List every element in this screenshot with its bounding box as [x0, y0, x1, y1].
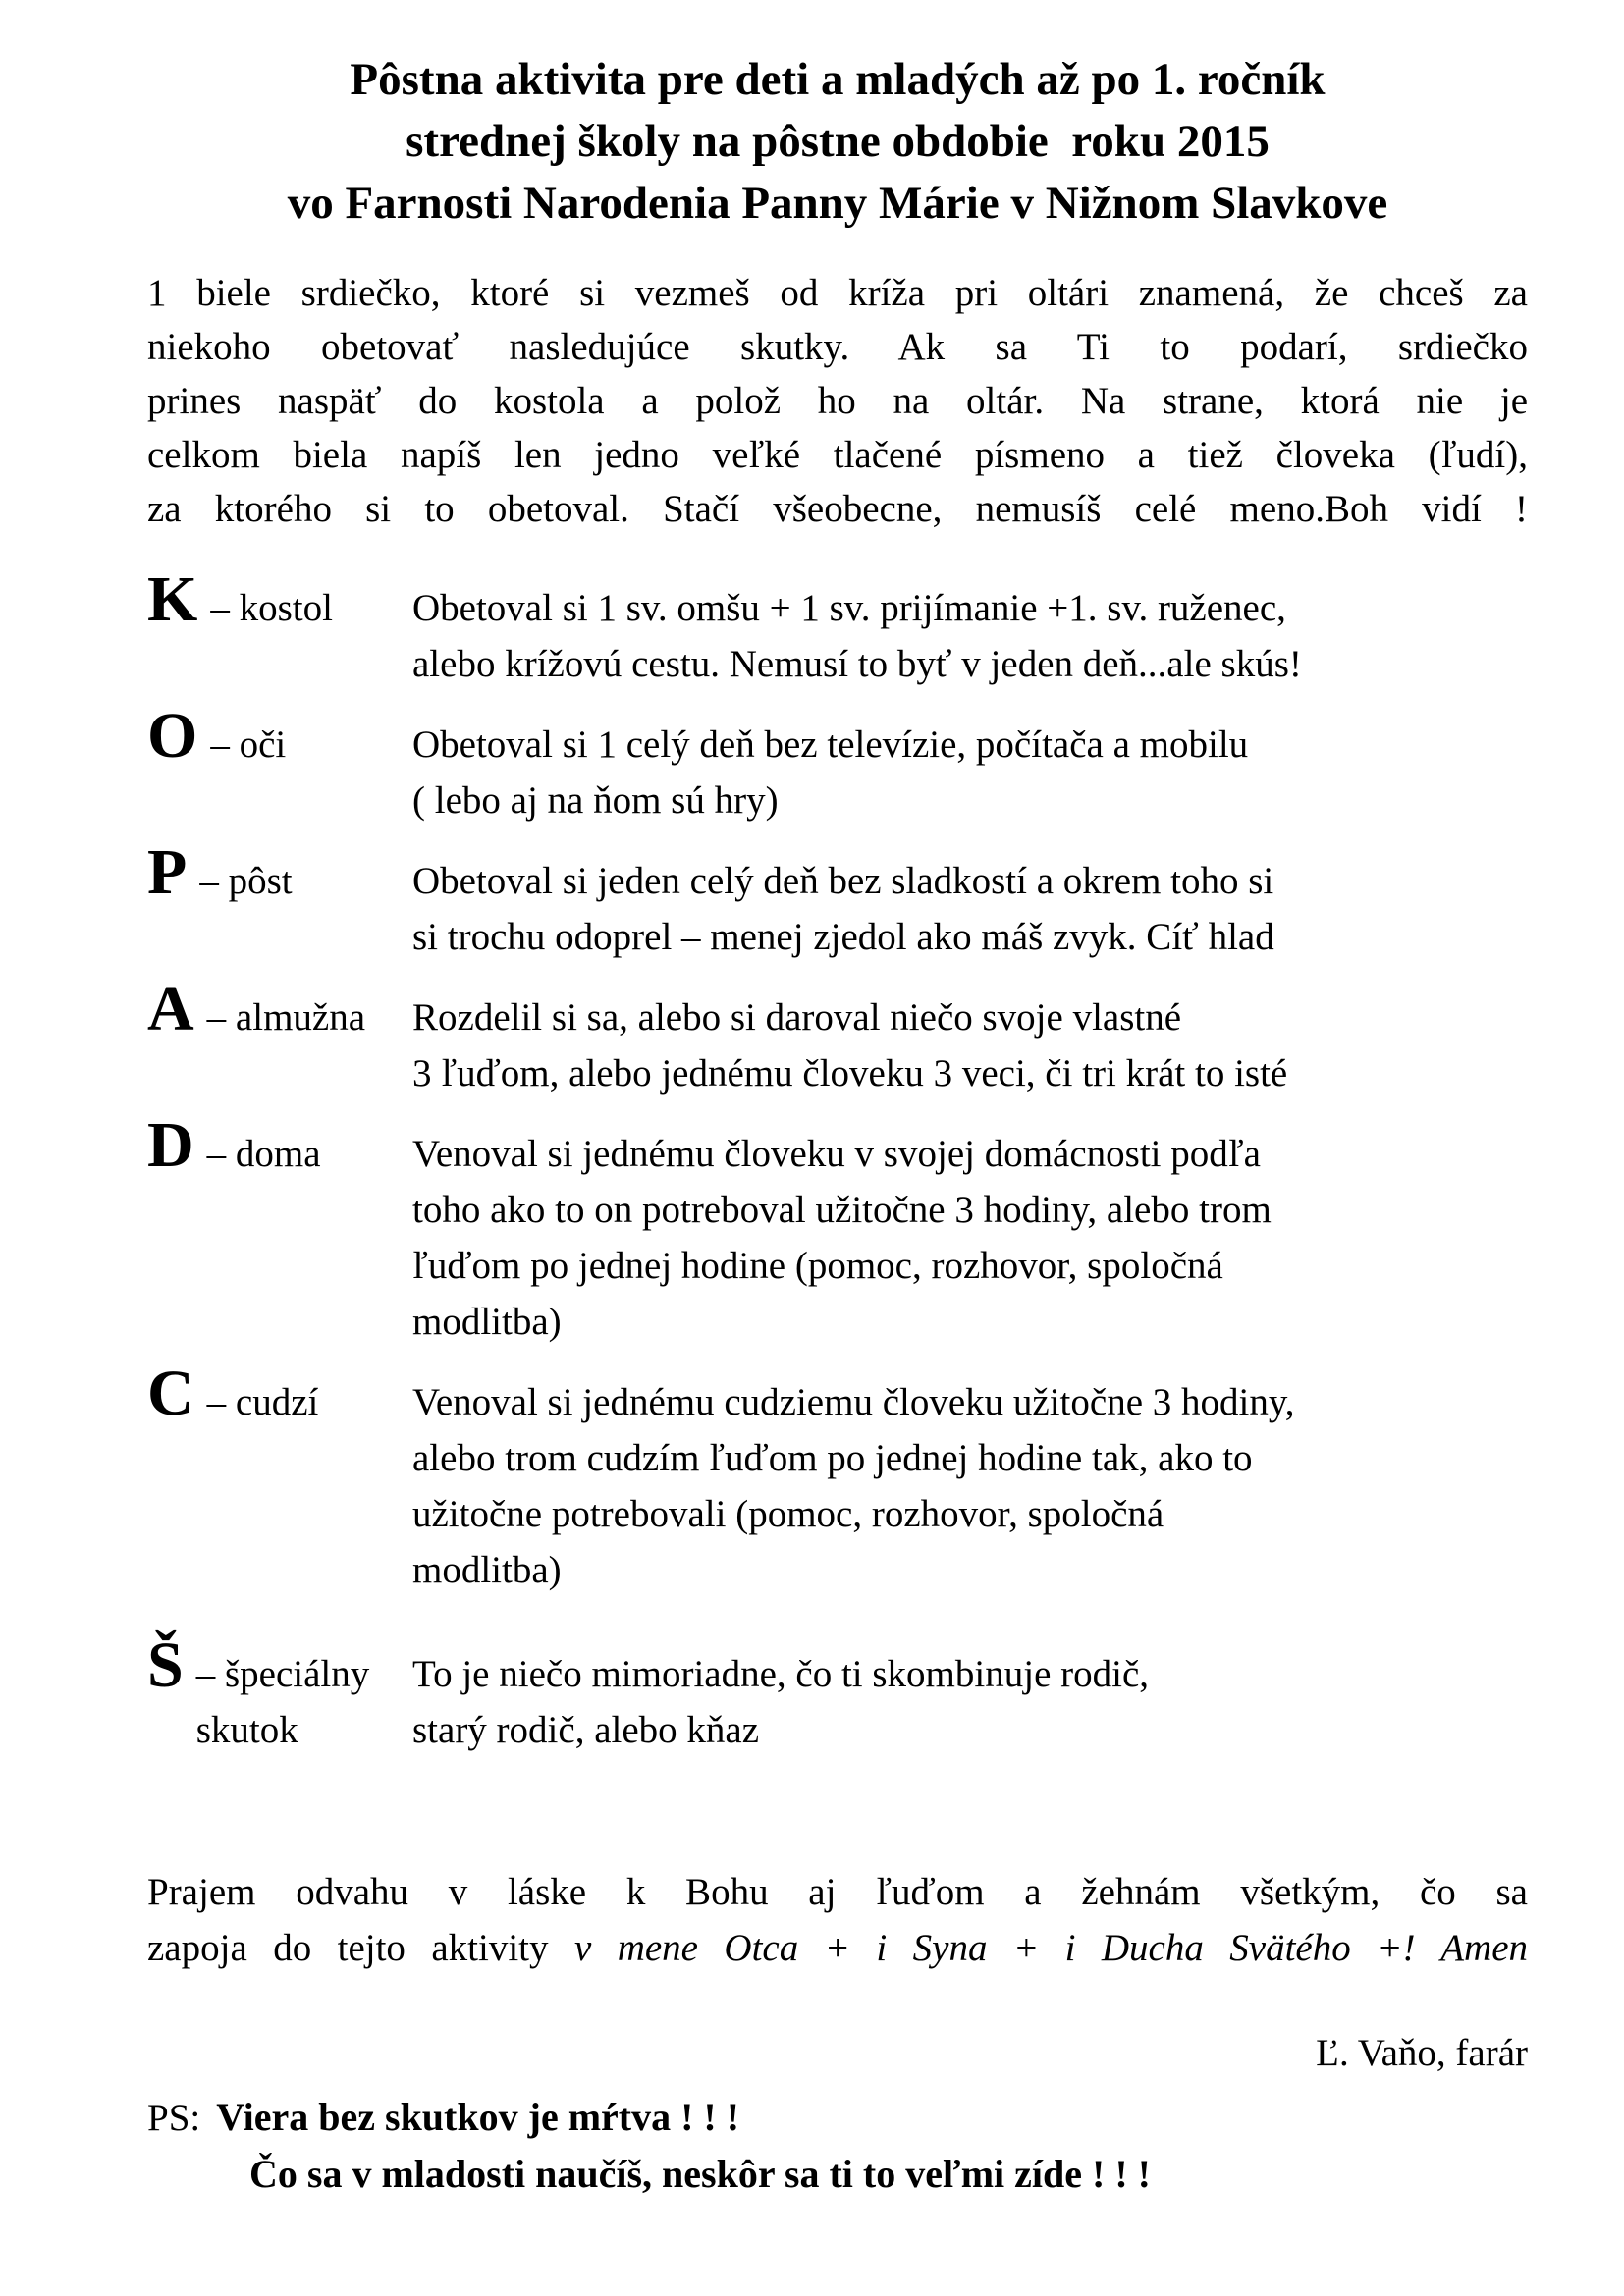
ps-block — [147, 2089, 1528, 2202]
item-description: Obetoval si jeden celý deň bez sladkostí a okrem toho si si trochu odoprel – menej zjedol ako máš zvyk. Cíť hlad — [412, 860, 1274, 958]
item-label: – doma — [206, 1133, 321, 1175]
activity-item-doma — [147, 1109, 1528, 1350]
item-description: Venoval si jednému cudziemu človeku užitočne 3 hodiny, alebo trom cudzím ľuďom po jednej hodine tak, ako to užitočne potrebovali (pomoc, rozhovor, spoločná modlitba) — [412, 1381, 1295, 1591]
signature: Ľ. Vaňo, farár — [1316, 2032, 1528, 2074]
activity-item-post — [147, 836, 1528, 965]
document-page — [147, 49, 1528, 2202]
item-description: To je niečo mimoriadne, čo ti skombinuje rodič, starý rodič, alebo kňaz — [412, 1653, 1150, 1751]
activity-item-specialny-skutok — [147, 1629, 1528, 1758]
item-letter: C — [147, 1358, 195, 1429]
closing-line-2-italic: v mene Otca + i Syna + i Ducha Svätého +! Amen — [573, 1927, 1528, 1969]
item-letter: O — [147, 700, 199, 772]
item-description: Obetoval si 1 celý deň bez televízie, počítača a mobilu ( lebo aj na ňom sú hry) — [412, 723, 1249, 822]
item-key — [147, 563, 412, 636]
item-label: – oči — [210, 723, 287, 766]
title-line-1: Pôstna aktivita pre deti a mladých až po 1. ročník — [350, 54, 1326, 105]
item-key — [147, 1629, 412, 1758]
item-key — [147, 1109, 412, 1182]
closing-line-2 — [147, 1920, 1528, 1976]
item-letter: D — [147, 1109, 195, 1181]
item-letter: Š — [147, 1629, 185, 1701]
item-label: – cudzí — [206, 1381, 319, 1423]
item-label: – špeciálny skutok — [195, 1653, 370, 1751]
closing-paragraph — [147, 1864, 1528, 1976]
ps-statement-2: Čo sa v mladosti naučíš, neskôr sa ti to veľmi zíde ! ! ! — [249, 2152, 1151, 2196]
activity-item-oci — [147, 700, 1528, 828]
item-description: Venoval si jednému človeku v svojej domácnosti podľa toho ako to on potreboval užitočne 3 hodiny, alebo trom ľuďom po jednej hodine (pomoc, rozhovor, spoločná modlitba) — [412, 1133, 1272, 1343]
item-key — [147, 973, 412, 1045]
intro-line: celkom biela napíš len jedno veľké tlačené písmeno a tiež človeka (ľudí), — [147, 434, 1528, 476]
intro-paragraph — [147, 266, 1528, 536]
ps-prefix: PS: — [147, 2097, 201, 2139]
activity-item-kostol — [147, 563, 1528, 692]
item-description: Obetoval si 1 sv. omšu + 1 sv. prijímanie +1. sv. ruženec, alebo krížovú cestu. Nemusí to byť v jeden deň...ale skús! — [412, 587, 1302, 685]
activity-item-almuzna — [147, 973, 1528, 1101]
activity-item-cudzi — [147, 1358, 1528, 1598]
ps-line-1 — [147, 2089, 1528, 2146]
page-title — [147, 49, 1528, 235]
item-key — [147, 836, 412, 909]
title-line-2: strednej školy na pôstne obdobie roku 2015 — [406, 116, 1270, 167]
item-letter: P — [147, 836, 189, 908]
closing-line-2-regular: zapoja do tejto aktivity — [147, 1927, 574, 1969]
intro-line: za ktorého si to obetoval. Stačí všeobecne, nemusíš celé meno.Boh vidí ! — [147, 488, 1528, 530]
item-label: – pôst — [199, 860, 293, 902]
item-key — [147, 1358, 412, 1430]
title-line-3: vo Farnosti Narodenia Panny Márie v Nižnom Slavkove — [287, 178, 1388, 229]
intro-line: 1 biele srdiečko, ktoré si vezmeš od kríža pri oltári znamená, že chceš za — [147, 272, 1528, 314]
item-label: – kostol — [210, 587, 333, 629]
item-letter: K — [147, 563, 199, 635]
item-letter: A — [147, 973, 195, 1044]
item-label: – almužna — [206, 996, 366, 1039]
ps-statement-1: Viera bez skutkov je mŕtva ! ! ! — [216, 2095, 740, 2139]
item-description: Rozdelil si sa, alebo si daroval niečo svoje vlastné 3 ľuďom, alebo jednému človeku 3 veci, či tri krát to isté — [412, 996, 1288, 1095]
closing-line-1: Prajem odvahu v láske k Bohu aj ľuďom a žehnám všetkým, čo sa — [147, 1871, 1528, 1913]
intro-line: prines naspäť do kostola a polož ho na oltár. Na strane, ktorá nie je — [147, 380, 1528, 422]
activity-list — [147, 563, 1528, 1758]
item-key — [147, 700, 412, 773]
intro-line: niekoho obetovať nasledujúce skutky. Ak sa Ti to podarí, srdiečko — [147, 326, 1528, 368]
